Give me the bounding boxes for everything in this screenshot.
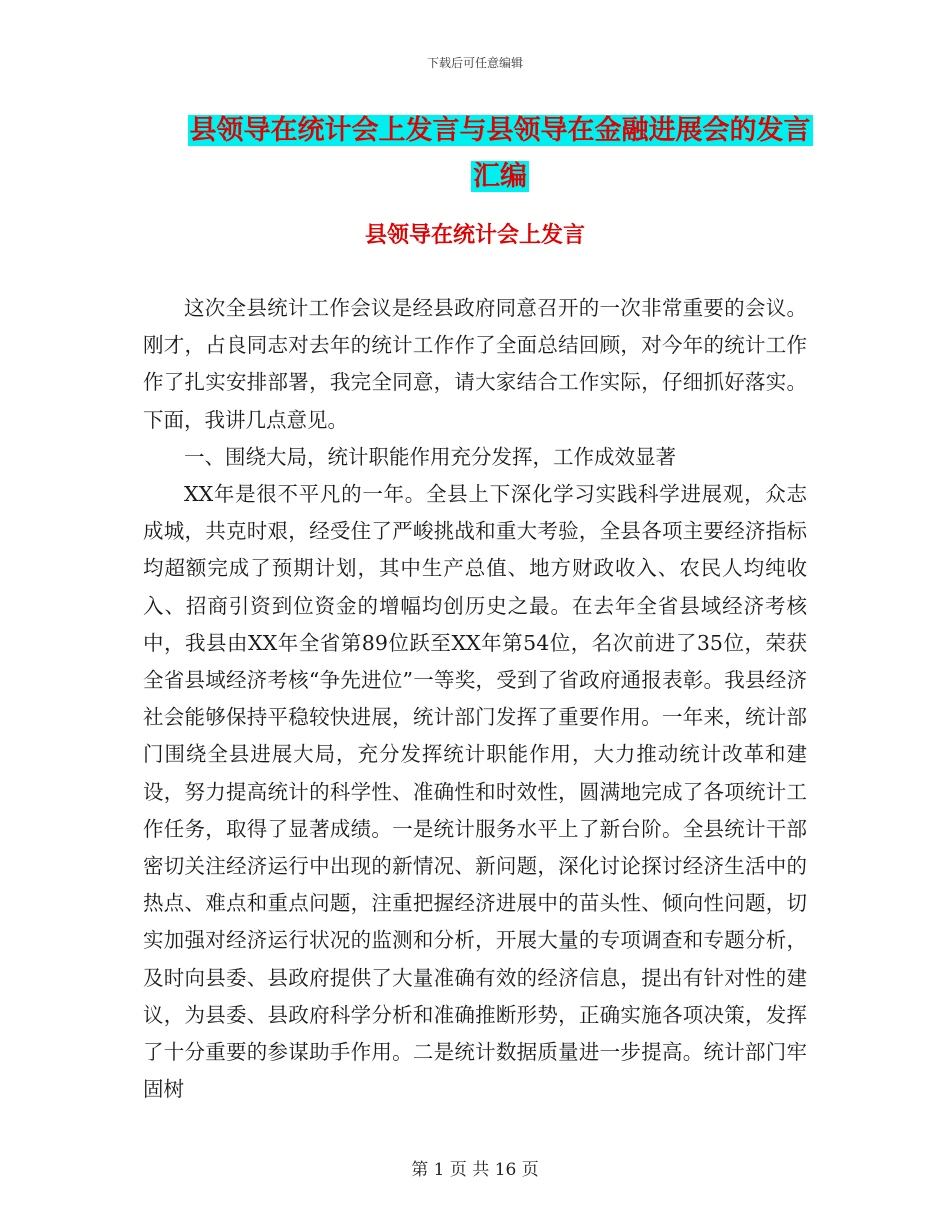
body-paragraph: 这次全县统计工作会议是经县政府同意召开的一次非常重要的会议。刚才，占良同志对去年的统计工作作了全面总结回顾，对今年的统计工作作了扎实安排部署，我完全同意，请大家结合工作实际，仔细抓好落实。下面，我讲几点意见。 xyxy=(143,296,807,432)
document-title-line-2: 汇编 xyxy=(473,161,527,192)
document-title xyxy=(120,108,880,200)
page-header-note: 下载后可任意编辑 xyxy=(426,56,523,70)
section-title: 县领导在统计会上发言 xyxy=(364,223,585,248)
page-number: 第 1 页 共 16 页 xyxy=(411,1160,539,1180)
document-title-line-1: 县领导在统计会上发言与县领导在金融进展会的发言 xyxy=(189,115,811,146)
section-heading: 一、围绕大局，统计职能作用充分发挥，工作成效显著 xyxy=(184,444,676,469)
document-body xyxy=(143,290,807,1108)
body-paragraph: XX年是很不平凡的一年。全县上下深化学习实践科学进展观，众志成城，共克时艰，经受住了严峻挑战和重大考验，全县各项主要经济指标均超额完成了预期计划，其中生产总值、地方财政收入、农民人均纯收入、招商引资到位资金的增幅均创历史之最。在去年全省县域经济考核中，我县由XX年全省第89位跃至XX年第54位，名次前进了35位，荣获全省县域经济考核“争先进位”一等奖，受到了省政府通报表彰。我县经济社会能够保持平稳较快进展，统计部门发挥了重要作用。一年来，统计部门围绕全县进展大局，充分发挥统计职能作用，大力推动统计改革和建设，努力提高统计的科学性、准确性和时效性，圆满地完成了各项统计工作任务，取得了显著成绩。一是统计服务水平上了新台阶。全县统计干部密切关注经济运行中出现的新情况、新问题，深化讨论探讨经济生活中的热点、难点和重点问题，注重把握经济进展中的苗头性、倾向性问题，切实加强对经济运行状况的监测和分析，开展大量的专项调查和专题分析，及时向县委、县政府提供了大量准确有效的经济信息，提出有针对性的建议，为县委、县政府科学分析和准确推断形势，正确实施各项决策，发挥了十分重要的参谋助手作用。二是统计数据质量进一步提高。统计部门牢固树 xyxy=(143,482,807,1102)
